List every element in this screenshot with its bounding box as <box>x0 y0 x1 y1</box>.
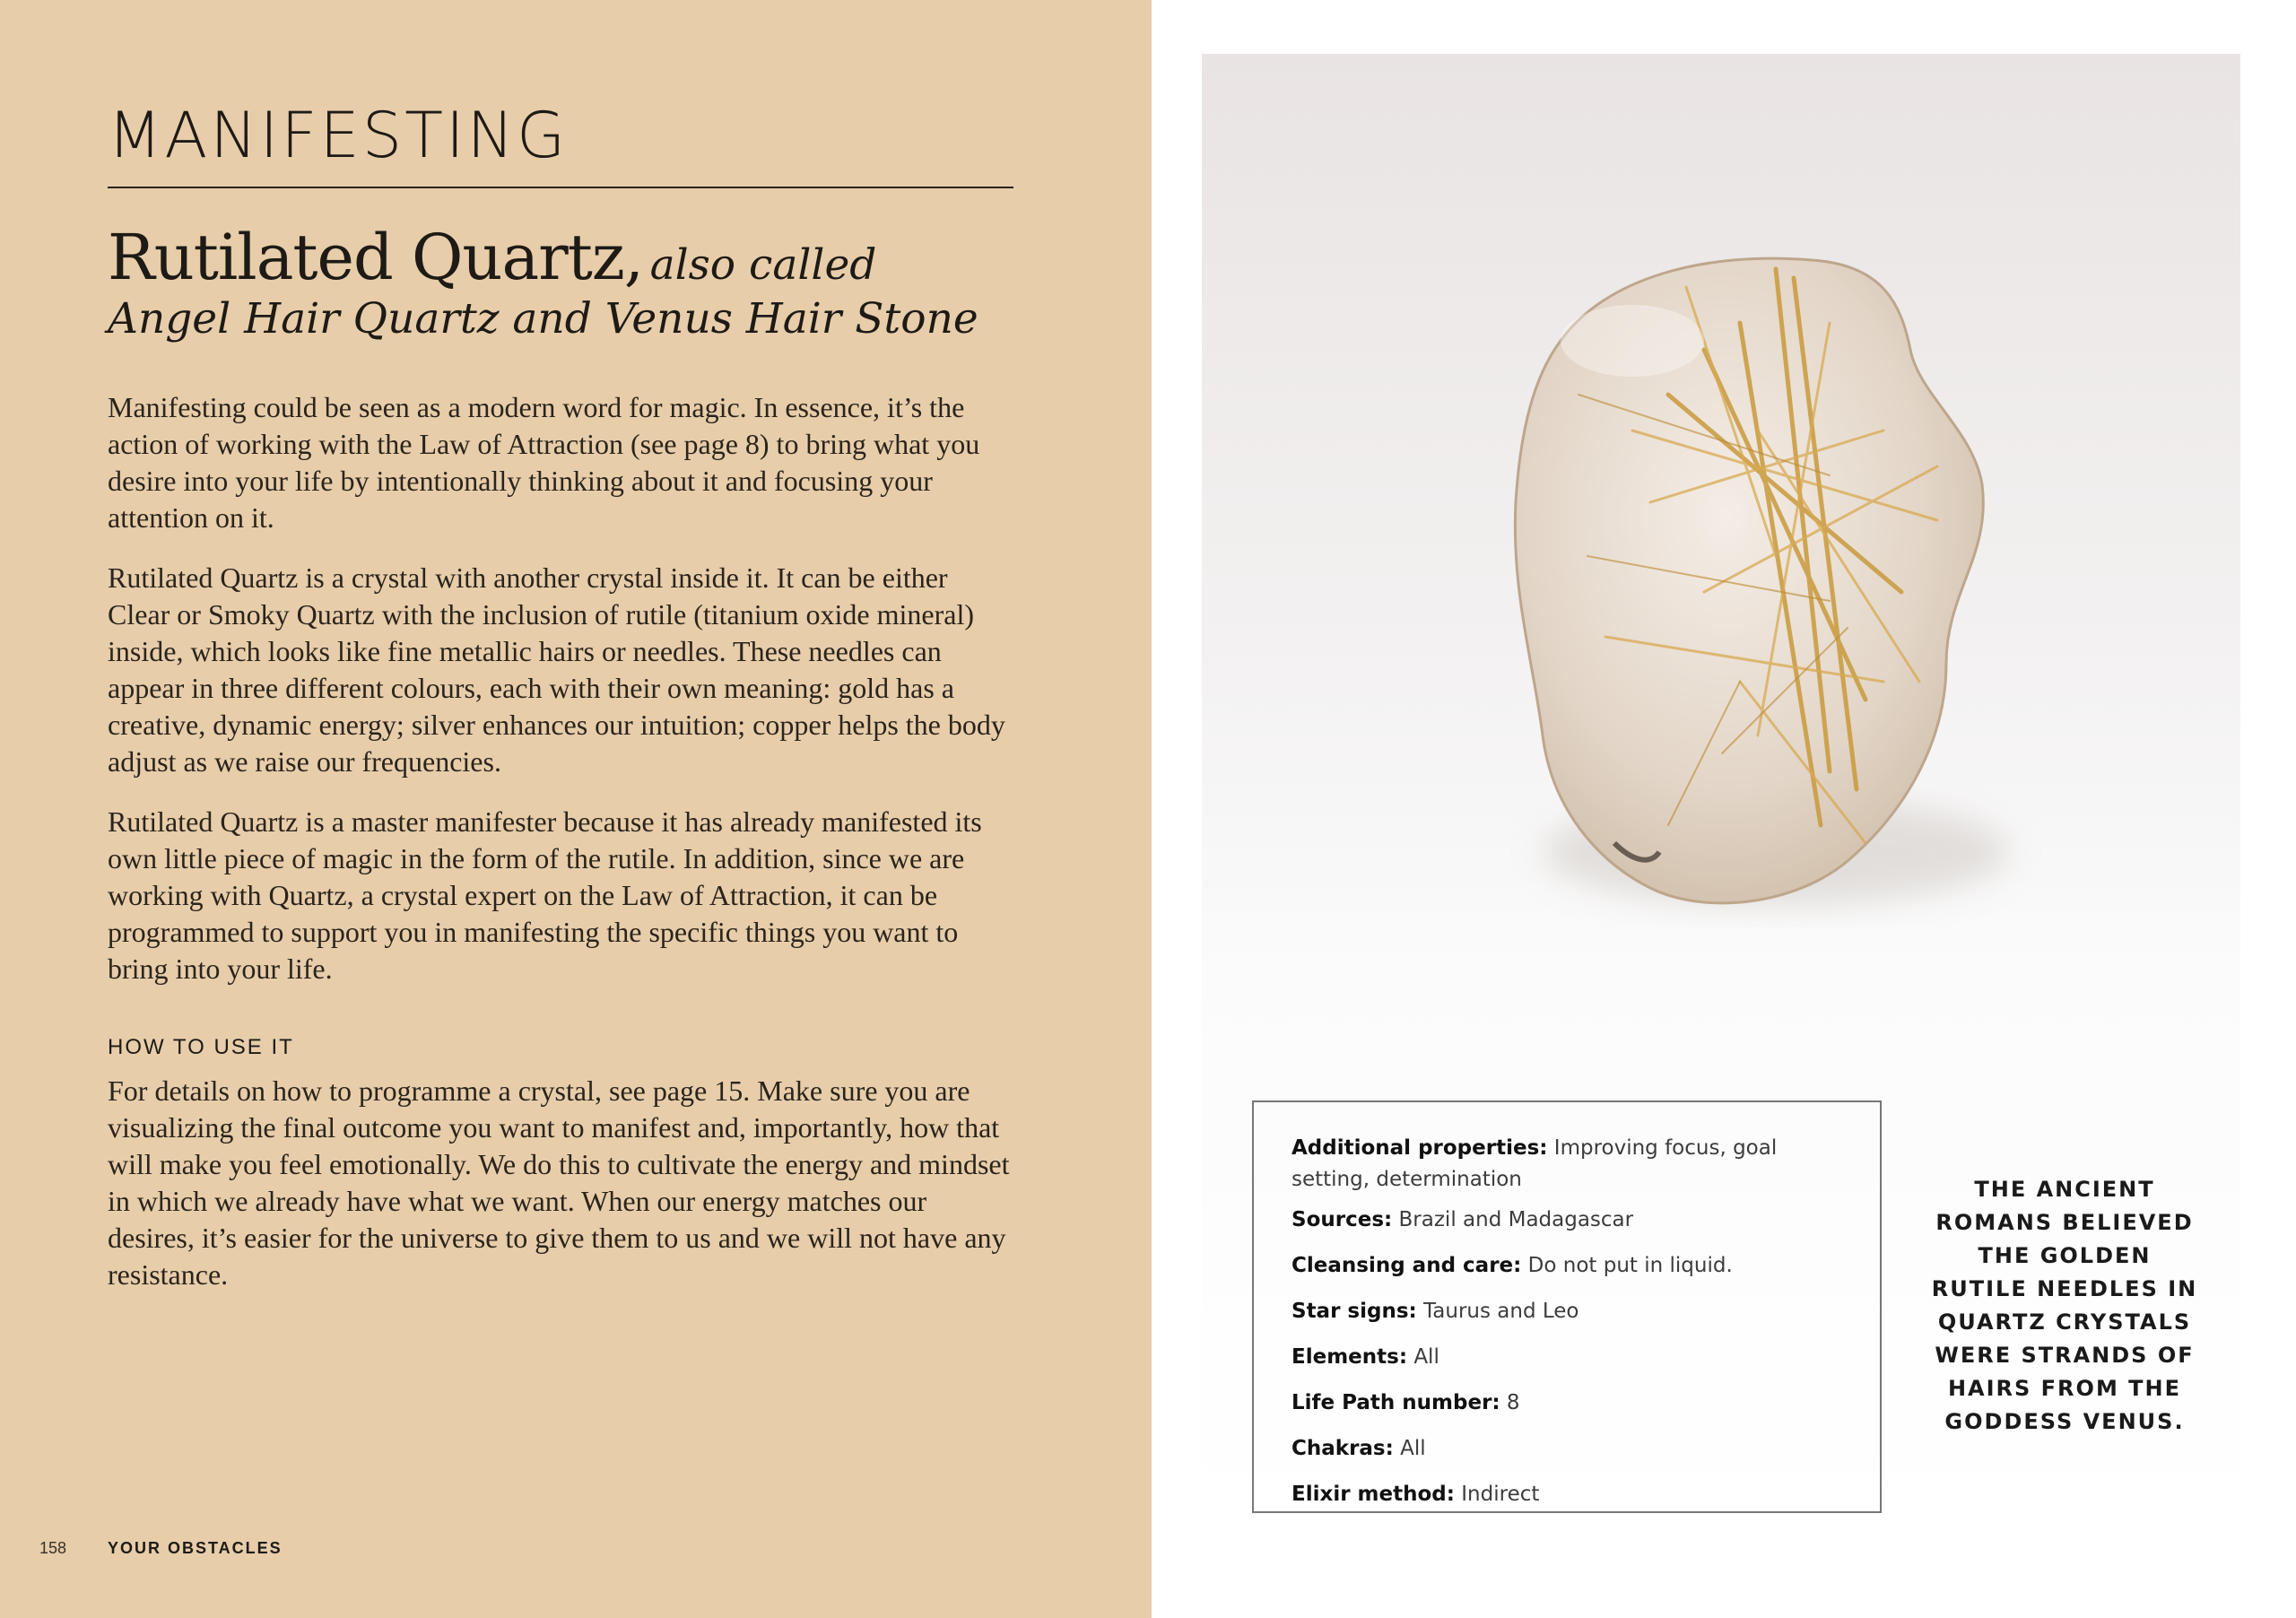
property-star-signs <box>1292 1296 1842 1327</box>
how-to-use-heading: HOW TO USE IT <box>108 1035 294 1059</box>
title-divider <box>108 187 1013 188</box>
section-title: MANIFESTING <box>108 99 569 172</box>
property-value: All <box>1413 1345 1439 1369</box>
property-label: Elements: <box>1292 1345 1408 1369</box>
property-elements <box>1292 1342 1842 1373</box>
how-to-use-text: For details on how to programme a crystal, see page 15. Make sure you are visualizing the final outcome you want to manifest and, importantly, how that will make you feel emotionally. We do this to cultivate the energy and mindset in which we already have what we want. When our energy matches our desires, it’s easier for the universe to give them to us and we will not have any resistance. <box>108 1074 1010 1291</box>
body-paragraph: Rutilated Quartz is a crystal with another crystal inside it. It can be either Clear or Smoky Quartz with the inclusion of rutile (titanium oxide mineral) inside, which looks like fine metallic hairs or needles. These needles can appear in three different colours, each with their own meaning: gold has a creative, dynamic energy; silver enhances our intuition; copper helps the body adjust as we raise our frequencies. <box>108 561 1005 778</box>
body-paragraph: Rutilated Quartz is a master manifester because it has already manifested its own little piece of magic in the form of the rutile. In addition, since we are working with Quartz, a crystal expert on the Law of Attraction, it can be programmed to support you in manifesting the specific things you want to bring into your life. <box>108 805 982 985</box>
property-value: All <box>1400 1437 1426 1460</box>
aka-label: also called <box>649 240 877 290</box>
property-value: Improving focus, goal setting, determination <box>1292 1136 1778 1191</box>
property-life-path <box>1292 1387 1842 1419</box>
body-paragraph: Manifesting could be seen as a modern word for magic. In essence, it’s the action of working with the Law of Attraction (see page 8) to bring what you desire into your life by intentionally thinking about it and focusing your attention on it. <box>108 391 980 534</box>
pull-quote: THE ANCIENT ROMANS BELIEVED THE GOLDEN RUTILE NEEDLES IN QUARTZ CRYSTALS WERE STRANDS OF HAIRS FROM THE GODDESS VENUS. <box>1931 1177 2198 1434</box>
property-label: Life Path number: <box>1292 1391 1500 1414</box>
properties-box <box>1252 1100 1882 1513</box>
property-value: Indirect <box>1461 1483 1540 1506</box>
property-elixir <box>1292 1479 1842 1510</box>
stone-aliases: Angel Hair Quartz and Venus Hair Stone <box>108 294 978 344</box>
stone-name: Rutilated Quartz, <box>108 221 643 294</box>
property-cleansing <box>1292 1250 1842 1282</box>
property-label: Star signs: <box>1292 1300 1417 1323</box>
property-label: Cleansing and care: <box>1292 1254 1522 1277</box>
property-value: 8 <box>1506 1391 1520 1414</box>
property-chakras <box>1292 1433 1842 1465</box>
property-value: Do not put in liquid. <box>1527 1254 1733 1277</box>
property-label: Chakras: <box>1292 1437 1394 1460</box>
property-value: Brazil and Madagascar <box>1398 1208 1634 1231</box>
property-label: Elixir method: <box>1292 1483 1455 1506</box>
property-label: Additional properties: <box>1292 1136 1548 1160</box>
property-value: Taurus and Leo <box>1423 1300 1579 1323</box>
property-sources <box>1292 1205 1842 1236</box>
property-label: Sources: <box>1292 1208 1393 1231</box>
stone-heading <box>108 221 1022 344</box>
property-additional <box>1292 1133 1842 1196</box>
page-number: 158 <box>39 1539 67 1557</box>
running-head: YOUR OBSTACLES <box>108 1539 283 1557</box>
